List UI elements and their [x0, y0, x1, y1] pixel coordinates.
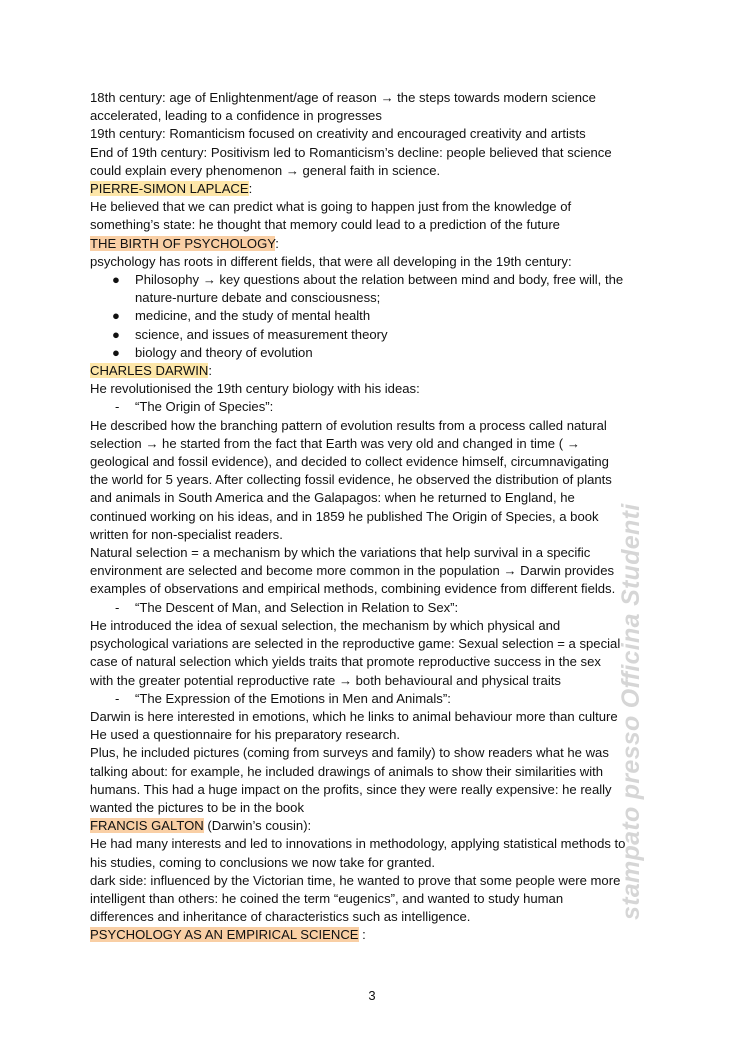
heading-highlight: CHARLES DARWIN	[90, 363, 209, 379]
text-line: 18th century: age of Enlightenment/age of reason → the steps towards modern science	[90, 90, 596, 105]
text-line: He described how the branching pattern of evolution results from a process called natural	[90, 417, 607, 433]
bullet-text: science, and issues of measurement theory	[135, 326, 388, 342]
text-line: could explain every phenomenon → general faith in science.	[90, 162, 441, 178]
heading-suffix: (Darwin’s cousin):	[203, 818, 312, 834]
dash-item	[90, 599, 660, 617]
text-line: environment are selected and become more common in the population → Darwin provides	[90, 563, 615, 579]
heading-suffix: :	[358, 927, 366, 943]
text-line: talking about: for example, he included drawings of animals to show their similarities with	[90, 763, 604, 779]
heading-suffix: :	[248, 181, 253, 197]
bullet-text: nature-nurture debate and consciousness;	[135, 290, 381, 306]
text-line: selection → he started from the fact that Earth was very old and changed in time ( →	[90, 435, 580, 451]
page-number: 3	[368, 988, 376, 1003]
text-line: the world for 5 years. After collecting fossil evidence, he observed the distribution of plants	[90, 472, 612, 488]
dash-text: “The Origin of Species”:	[135, 399, 274, 415]
bullet-marker: ●	[112, 326, 120, 342]
text-line: accelerated, leading to a confidence in progresses	[90, 108, 382, 124]
text-line: wanted the pictures to be in the book	[90, 799, 305, 815]
bullet-marker: ●	[112, 344, 120, 360]
heading-highlight: PSYCHOLOGY AS AN EMPIRICAL SCIENCE	[90, 927, 359, 943]
bullet-item	[90, 344, 660, 362]
text-line: geological and fossil evidence), and decided to collect evidence himself, circumnavigating	[90, 454, 609, 470]
bullet-marker: ●	[112, 272, 120, 288]
heading-suffix: :	[208, 363, 212, 379]
text-line: written for non-specialist readers.	[90, 526, 283, 542]
bullet-item	[90, 271, 660, 289]
text-line: something’s state: he thought that memory could lead to a prediction of the future	[90, 217, 560, 233]
text-line: psychological variations are selected in the reproductive game: Sexual selection = a special	[90, 636, 621, 652]
heading-suffix: :	[275, 235, 279, 251]
bullet-item-continuation	[90, 289, 660, 307]
text-line: 19th century: Romanticism focused on creativity and encouraged creativity and artists	[90, 126, 586, 142]
text-line: differences and inheritance of characteristics such as intelligence.	[90, 909, 471, 925]
text-line: case of natural selection which yields traits that promote reproductive success in the sex	[90, 654, 601, 670]
text-line: He revolutionised the 19th century biology with his ideas:	[90, 381, 420, 397]
bullet-text: medicine, and the study of mental health	[135, 308, 371, 324]
dash-text: “The Descent of Man, and Selection in Relation to Sex”:	[135, 599, 459, 615]
bullet-item	[90, 326, 660, 344]
text-line: He introduced the idea of sexual selection, the mechanism by which physical and	[90, 617, 561, 633]
text-line: and animals in South America and the Galapagos: when he returned to England, he	[90, 490, 575, 506]
dash-marker: -	[115, 599, 120, 615]
text-line: Darwin is here interested in emotions, which he links to animal behaviour more than culture	[90, 708, 618, 724]
section-heading	[90, 235, 660, 253]
section-heading	[90, 817, 660, 835]
text-line: intelligent than others: he coined the term “eugenics”, and wanted to study human	[90, 890, 564, 906]
text-line: He believed that we can predict what is going to happen just from the knowledge of	[90, 199, 572, 215]
bullet-text: biology and theory of evolution	[135, 344, 313, 360]
text-line: He used a questionnaire for his preparatory research.	[90, 727, 401, 743]
section-heading	[90, 362, 660, 380]
dash-item	[90, 690, 660, 708]
watermark: stampato presso Officina Studenti	[617, 503, 645, 920]
text-line: humans. This had a huge impact on the profits, since they were really expensive: he really	[90, 781, 612, 797]
dash-item	[90, 398, 660, 416]
heading-highlight: THE BIRTH OF PSYCHOLOGY	[90, 235, 276, 251]
text-line: psychology has roots in different fields, that were all developing in the 19th century:	[90, 253, 572, 269]
text-line: with the greater potential reproductive rate → both behavioural and physical traits	[90, 672, 561, 688]
section-heading	[90, 180, 660, 198]
text-line: End of 19th century: Positivism led to Romanticism’s decline: people believed that science	[90, 144, 612, 160]
text-line: He had many interests and led to innovations in methodology, applying statistical methods to	[90, 836, 626, 852]
heading-highlight: FRANCIS GALTON	[90, 818, 204, 834]
page-content	[90, 89, 660, 945]
dash-text: “The Expression of the Emotions in Men and Animals”:	[135, 690, 451, 706]
text-line: dark side: influenced by the Victorian time, he wanted to prove that some people were more	[90, 872, 621, 888]
bullet-item	[90, 307, 660, 325]
text-line: continued working on his ideas, and in 1859 he published The Origin of Species, a book	[90, 508, 599, 524]
text-line: examples of observations and empirical methods, combining evidence from different fields.	[90, 581, 616, 597]
section-heading	[90, 926, 660, 944]
bullet-marker: ●	[112, 308, 120, 324]
dash-marker: -	[115, 690, 120, 706]
text-line: Natural selection = a mechanism by which the variations that help survival in a specific	[90, 545, 591, 561]
bullet-text: Philosophy → key questions about the relation between mind and body, free will, the	[135, 272, 624, 288]
heading-highlight: PIERRE-SIMON LAPLACE	[90, 181, 249, 197]
dash-marker: -	[115, 399, 120, 415]
text-line: his studies, coming to conclusions we now take for granted.	[90, 854, 435, 870]
text-line: Plus, he included pictures (coming from surveys and family) to show readers what he was	[90, 745, 609, 761]
